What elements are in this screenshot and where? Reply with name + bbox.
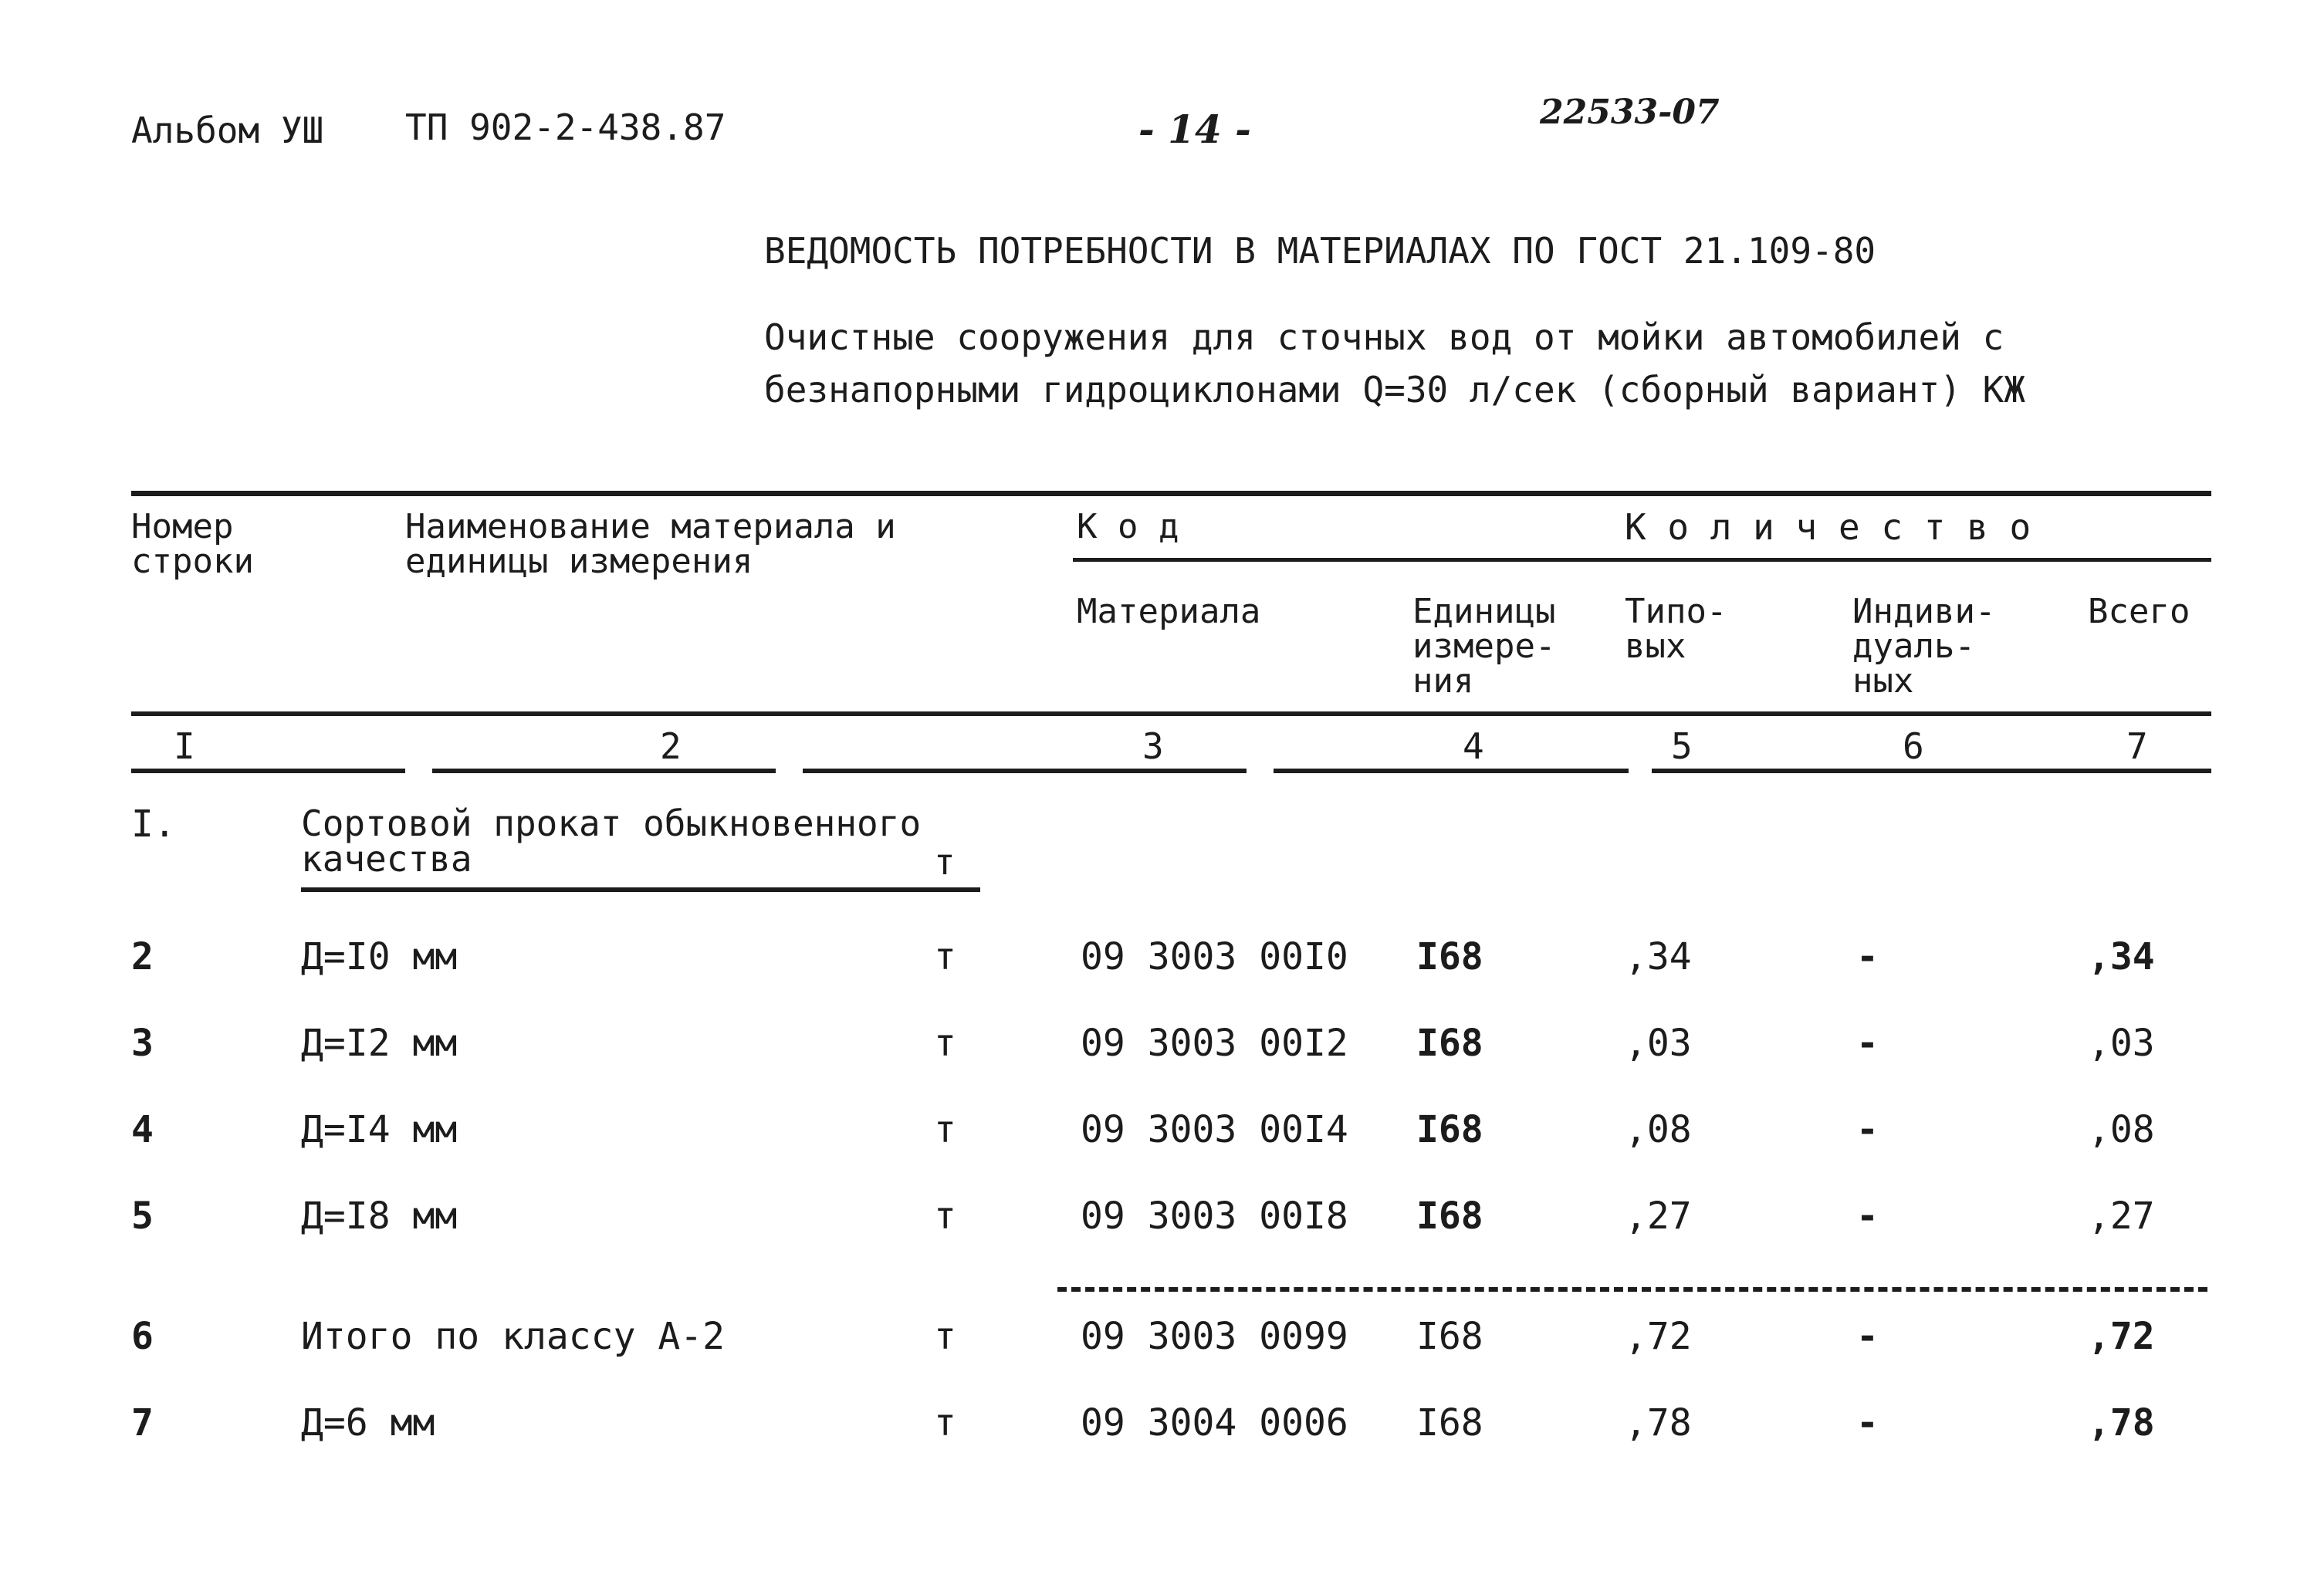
row-total: ,78 [2088,1401,2155,1445]
row-number: 4 [131,1108,154,1151]
column-number-1: I [174,725,195,767]
row-number: 6 [131,1315,154,1358]
project-code: ТП 902-2-438.87 [405,106,726,148]
row-material-code: 09 3003 00I8 [1081,1195,1348,1238]
page-title: ВЕДОМОСТЬ ПОТРЕБНОСТИ В МАТЕРИАЛАХ ПО ГОСТ 21.109-80 [764,230,1876,272]
row-typical: ,72 [1625,1315,1692,1358]
row-total: ,08 [2088,1108,2155,1151]
row-unit-code: I68 [1416,1195,1483,1238]
row-individual: - [1856,935,1879,978]
row-number: 5 [131,1195,154,1238]
row-unit: т [934,1401,956,1445]
column-number-4: 4 [1463,725,1484,767]
document-number: 22533-07 [1540,93,1720,132]
column-number-7: 7 [2126,725,2148,767]
section-number: I. [131,803,176,846]
row-unit-code: I68 [1416,1401,1483,1445]
row-typical: ,08 [1625,1108,1692,1151]
row-name: Д=I4 мм [301,1108,458,1151]
header-typical-2: вых [1625,627,1686,666]
column-number-3: 3 [1142,725,1164,767]
row-material-code: 09 3003 0099 [1081,1315,1348,1358]
section-unit: т [934,841,956,883]
page-number: - 14 - [1138,106,1251,152]
header-bottom-rule [131,711,2211,716]
row-number: 2 [131,935,154,978]
column-number-rule [803,769,1247,773]
row-name: Д=I8 мм [301,1195,458,1238]
row-name: Д=6 мм [301,1401,435,1445]
column-number-rule [1652,769,2211,773]
section-name-1: Сортовой прокат обыкновенного [301,803,922,844]
row-unit-code: I68 [1416,1108,1483,1151]
subtitle-line-1: Очистные сооружения для сточных вод от мойки автомобилей с [764,316,2004,358]
row-unit: т [934,1315,956,1358]
header-code: К о д [1077,507,1179,546]
row-individual: - [1856,1315,1879,1358]
column-number-rule [131,769,405,773]
row-name: Итого по классу А-2 [301,1315,726,1358]
row-unit: т [934,1108,956,1151]
album-label: Альбом УШ [131,110,324,151]
column-number-5: 5 [1671,725,1693,767]
row-name: Д=I0 мм [301,935,458,978]
row-material-code: 09 3003 00I4 [1081,1108,1348,1151]
table-top-rule [131,491,2211,496]
row-individual: - [1856,1195,1879,1238]
header-material: Материала [1077,592,1261,631]
row-number: 3 [131,1022,154,1065]
header-total: Всего [2088,592,2190,631]
row-unit: т [934,1022,956,1065]
header-name-1: Наименование материала и [405,507,896,546]
row-total: ,34 [2088,935,2155,978]
row-total: ,27 [2088,1195,2155,1238]
code-subheader-rule [1073,558,2211,562]
row-unit: т [934,935,956,978]
header-individual-1: Индиви- [1852,592,1996,631]
header-unit-2: измере- [1412,627,1556,666]
section-underline [301,887,980,892]
section-name-2: качества [301,838,472,880]
header-name-2: единицы измерения [405,542,753,581]
header-row-number-1: Номер [131,507,234,546]
header-row-number-2: строки [131,542,254,581]
row-individual: - [1856,1108,1879,1151]
row-unit: т [934,1195,956,1238]
header-individual-2: дуаль- [1852,627,1975,666]
row-individual: - [1856,1022,1879,1065]
header-unit-3: ния [1412,661,1474,701]
row-individual: - [1856,1401,1879,1445]
row-typical: ,03 [1625,1022,1692,1065]
row-name: Д=I2 мм [301,1022,458,1065]
row-unit-code: I68 [1416,935,1483,978]
row-unit-code: I68 [1416,1022,1483,1065]
header-quantity: К о л и ч е с т в о [1625,506,2031,548]
row-material-code: 09 3003 00I0 [1081,935,1348,978]
header-unit-1: Единицы [1412,592,1556,631]
row-material-code: 09 3004 0006 [1081,1401,1348,1445]
row-typical: ,78 [1625,1401,1692,1445]
row-material-code: 09 3003 00I2 [1081,1022,1348,1065]
header-individual-3: ных [1852,661,1914,701]
column-number-2: 2 [660,725,682,767]
header-typical-1: Типо- [1625,592,1727,631]
row-total: ,03 [2088,1022,2155,1065]
row-number: 7 [131,1401,154,1445]
row-total: ,72 [2088,1315,2155,1358]
row-typical: ,34 [1625,935,1692,978]
subtotal-dashed-separator [1057,1287,2207,1292]
subtitle-line-2: безнапорными гидроциклонами Q=30 л/сек (сборный вариант) КЖ [764,369,2025,411]
row-unit-code: I68 [1416,1315,1483,1358]
row-typical: ,27 [1625,1195,1692,1238]
column-number-rule [1274,769,1629,773]
column-number-rule [432,769,776,773]
column-number-6: 6 [1903,725,1924,767]
